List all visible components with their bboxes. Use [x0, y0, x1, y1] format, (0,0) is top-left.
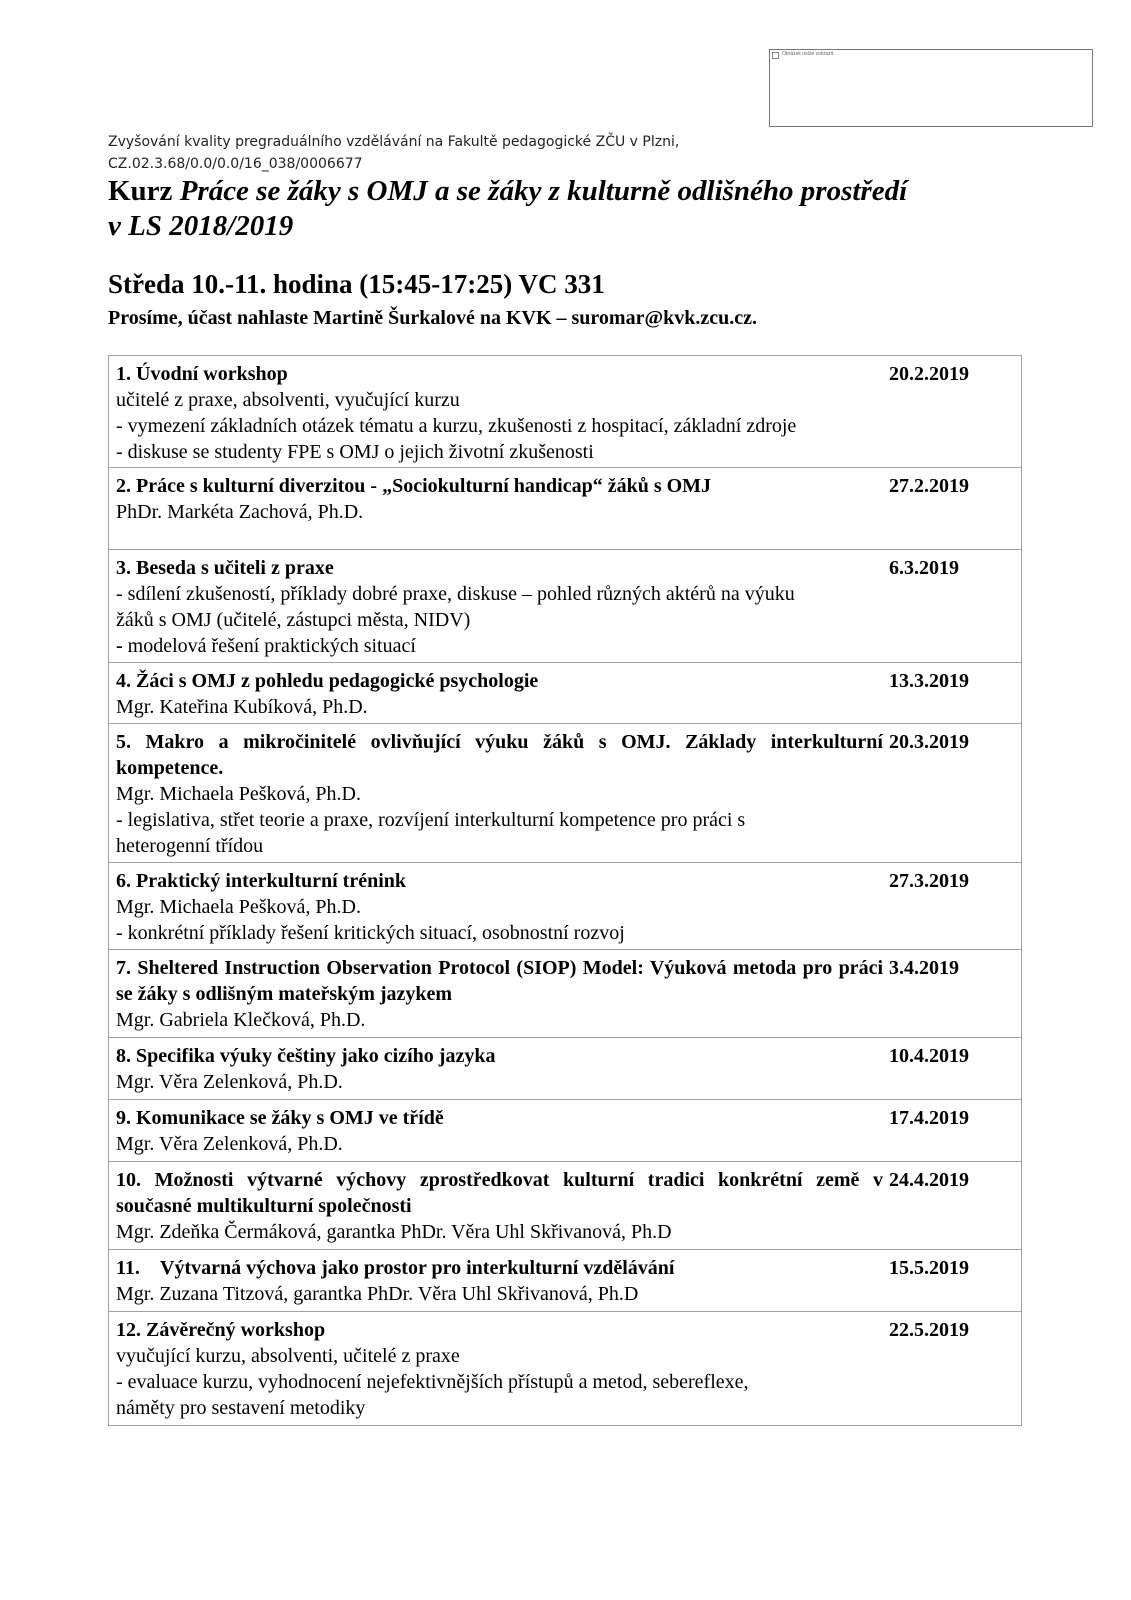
session-detail: vyučující kurzu, absolventi, učitelé z praxe [116, 1345, 460, 1367]
table-row [109, 356, 1021, 468]
session-title: 4. Žáci s OMJ z pohledu pedagogické psychologie [116, 670, 539, 692]
session-lecturer: Mgr. Věra Zelenková, Ph.D. [116, 1133, 343, 1155]
session-detail: - konkrétní příklady řešení kritických situací, osobnostní rozvoj [116, 922, 625, 944]
session-date: 3.4.2019 [889, 957, 959, 979]
table-row [109, 950, 1021, 1038]
session-title: 7. Sheltered Instruction Observation Protocol (SIOP) Model: Výuková metoda pro práci se žáky s odlišným mateřským jazykem [116, 957, 883, 1005]
table-row [109, 550, 1021, 663]
project-name: Zvyšování kvality pregraduálního vzdělávání na Fakultě pedagogické ZČU v Plzni, [108, 134, 680, 150]
table-row [109, 1100, 1021, 1162]
session-lecturer: PhDr. Markéta Zachová, Ph.D. [116, 501, 364, 523]
session-title: Výtvarná výchova jako prostor pro interkulturní vzdělávání [160, 1257, 675, 1279]
session-detail: - legislativa, střet teorie a praxe, rozvíjení interkulturní kompetence pro práci s [116, 809, 746, 831]
course-time: Středa 10.-11. hodina (15:45-17:25) VC 331 [108, 269, 605, 299]
session-detail: - evaluace kurzu, vyhodnocení nejefektivnějších přístupů a metod, sebereflexe, [116, 1371, 749, 1393]
session-title: 5. Makro a mikročinitelé ovlivňující výuku žáků s OMJ. Základy interkulturní kompetence. [116, 731, 883, 779]
session-detail: učitelé z praxe, absolventi, vyučující kurzu [116, 389, 460, 411]
logo-placeholder [769, 49, 1093, 127]
session-date: 13.3.2019 [889, 670, 969, 692]
table-row [109, 663, 1021, 724]
session-title: 10. Možnosti výtvarné výchovy zprostředkovat kulturní tradici konkrétní země v současné multikulturní společnosti [116, 1169, 883, 1217]
session-lecturer: Mgr. Michaela Pešková, Ph.D. [116, 783, 361, 805]
title-course-name: Práce se žáky s OMJ a se žáky z kulturně odlišného prostředí [179, 175, 908, 207]
session-title: 2. Práce s kulturní diverzitou - „Sociokulturní handicap“ žáků s OMJ [116, 475, 712, 497]
table-row [109, 1038, 1021, 1100]
session-lecturer: Mgr. Věra Zelenková, Ph.D. [116, 1071, 343, 1093]
session-lecturer: Mgr. Zdeňka Čermáková, garantka PhDr. Věra Uhl Skřivanová, Ph.D [116, 1221, 672, 1243]
table-row [109, 1312, 1021, 1426]
title-semester: v LS 2018/2019 [108, 210, 294, 242]
broken-image-icon [772, 52, 779, 59]
session-date: 27.2.2019 [889, 475, 969, 497]
table-row [109, 724, 1021, 863]
session-detail: žáků s OMJ (učitelé, zástupci města, NIDV) [116, 609, 471, 631]
project-code: CZ.02.3.68/0.0/0.0/16_038/0006677 [108, 156, 363, 172]
session-title: 12. Závěrečný workshop [116, 1319, 326, 1341]
session-detail: náměty pro sestavení metodiky [116, 1397, 366, 1419]
session-number: 11. [116, 1257, 140, 1279]
session-lecturer: Mgr. Kateřina Kubíková, Ph.D. [116, 696, 368, 718]
bullet-dash: - [116, 635, 123, 657]
session-date: 24.4.2019 [889, 1169, 969, 1191]
table-row [109, 1250, 1021, 1312]
session-lecturer: Mgr. Zuzana Titzová, garantka PhDr. Věra Uhl Skřivanová, Ph.D [116, 1283, 639, 1305]
session-date: 22.5.2019 [889, 1319, 969, 1341]
session-title: 6. Praktický interkulturní trénink [116, 870, 407, 892]
session-date: 20.3.2019 [889, 731, 969, 753]
session-date: 17.4.2019 [889, 1107, 969, 1129]
session-lecturer: Mgr. Gabriela Klečková, Ph.D. [116, 1009, 366, 1031]
session-lecturer: Mgr. Michaela Pešková, Ph.D. [116, 896, 361, 918]
session-date: 27.3.2019 [889, 870, 969, 892]
session-title: 1. Úvodní workshop [116, 363, 288, 385]
registration-notice: Prosíme, účast nahlaste Martině Šurkalové na KVK – suromar@kvk.zcu.cz. [108, 307, 757, 329]
session-detail: - vymezení základních otázek tématu a kurzu, zkušenosti z hospitací, základní zdroje [116, 415, 797, 437]
session-date: 20.2.2019 [889, 363, 969, 385]
logo-alt-text: Obrázek nelze zobrazit. [782, 51, 835, 57]
session-detail: modelová řešení praktických situací [122, 635, 416, 657]
session-date: 15.5.2019 [889, 1257, 969, 1279]
table-row [109, 468, 1021, 550]
course-title [108, 174, 1008, 244]
table-row [109, 863, 1021, 950]
session-title: 3. Beseda s učiteli z praxe [116, 557, 334, 579]
title-prefix: Kurz [108, 175, 180, 207]
schedule-table [108, 355, 1022, 1426]
session-title: 9. Komunikace se žáky s OMJ ve třídě [116, 1107, 444, 1129]
session-detail: - sdílení zkušeností, příklady dobré praxe, diskuse – pohled různých aktérů na výuku [116, 583, 795, 605]
session-date: 6.3.2019 [889, 557, 959, 579]
project-info [108, 131, 808, 175]
session-detail: heterogenní třídou [116, 835, 264, 857]
session-detail: - diskuse se studenty FPE s OMJ o jejich životní zkušenosti [116, 441, 594, 463]
session-title: 8. Specifika výuky češtiny jako cizího jazyka [116, 1045, 496, 1067]
session-date: 10.4.2019 [889, 1045, 969, 1067]
table-row [109, 1162, 1021, 1250]
